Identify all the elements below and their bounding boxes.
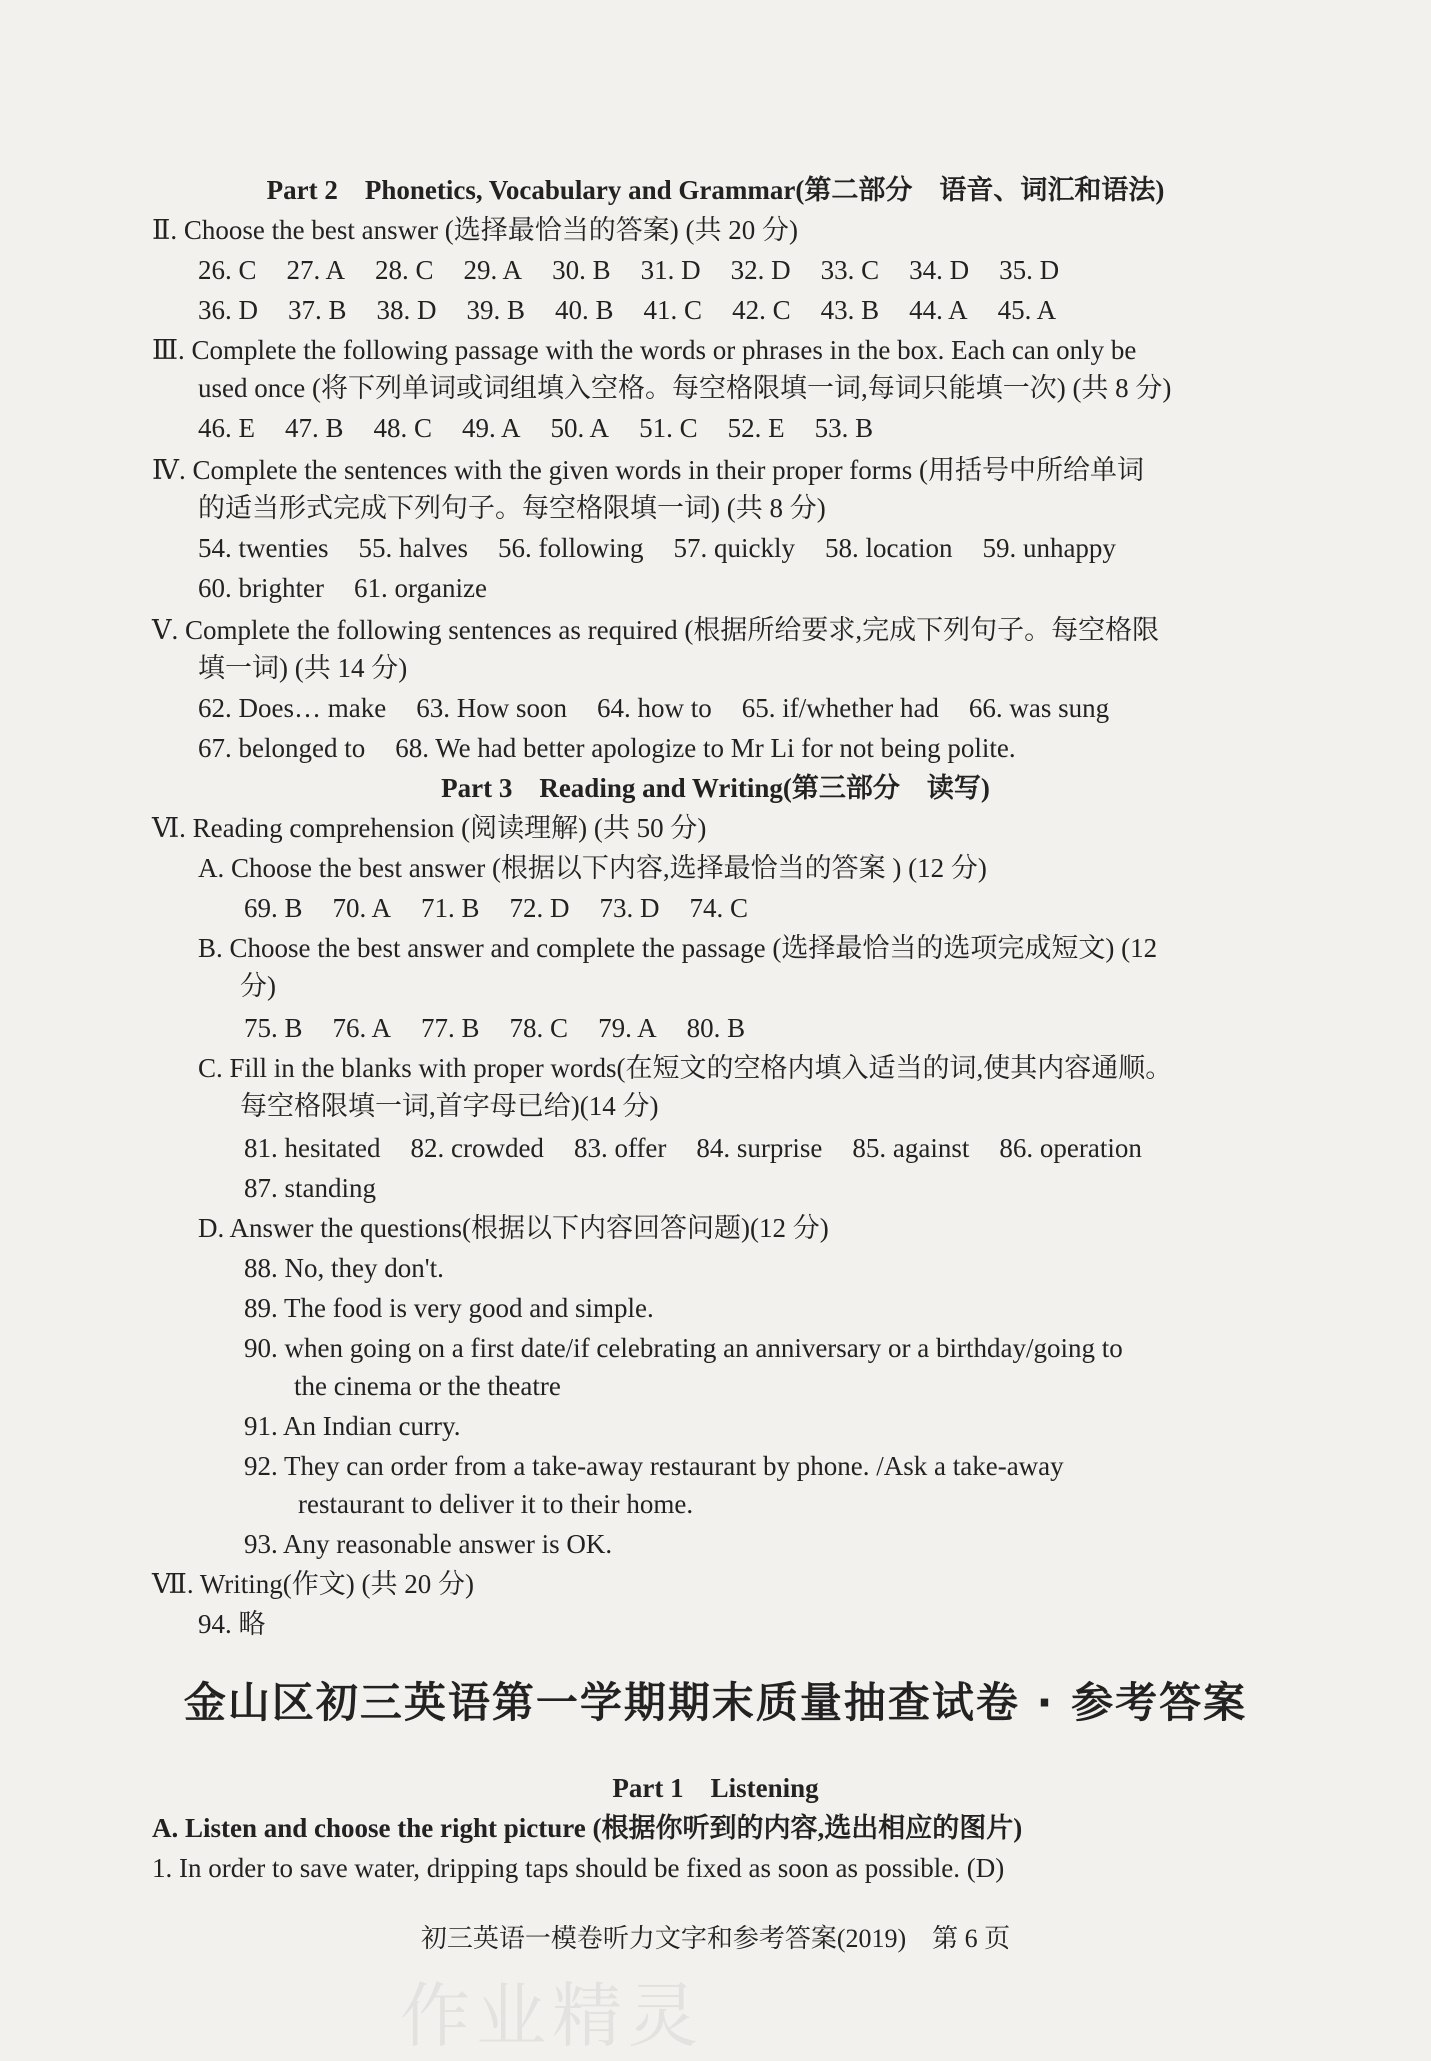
section-3-answers — [198, 410, 873, 446]
answer: 43. B — [820, 295, 880, 325]
answer: 80. B — [686, 1013, 746, 1043]
answer: 62. Does… make — [198, 693, 387, 723]
answer: 69. B — [244, 893, 303, 923]
answer: 72. D — [509, 893, 570, 923]
answer: 58. location — [824, 533, 953, 563]
answer: 84. surprise — [696, 1133, 823, 1163]
answer: 56. following — [497, 533, 644, 563]
answer: 66. was sung — [968, 693, 1110, 723]
answer: 36. D — [198, 295, 258, 325]
answer: 78. C — [509, 1013, 569, 1043]
answer: 75. B — [244, 1013, 303, 1043]
question-1: 1. In order to save water, dripping taps should be fixed as soon as possible. (D) — [152, 1853, 1005, 1883]
answer: 33. C — [820, 255, 880, 285]
section-2-answers-row1 — [198, 252, 1059, 288]
answer: 64. how to — [596, 693, 712, 723]
section-6-title: Ⅵ. Reading comprehension (阅读理解) (共 50 分) — [152, 813, 707, 843]
answer: 77. B — [421, 1013, 480, 1043]
answer: 31. D — [640, 255, 701, 285]
watermark: 作业精灵 — [400, 1975, 704, 2057]
section-5-answers-row2 — [198, 730, 1016, 766]
section-6b-title-line2: 分) — [240, 971, 276, 1001]
section-5-title-line1: Ⅴ. Complete the following sentences as required (根据所给要求,完成下列句子。每空格限 — [152, 615, 1160, 645]
part2-heading: Part 2 Phonetics, Vocabulary and Grammar(第二部分 语音、词汇和语法) — [266, 175, 1165, 205]
answer: 79. A — [598, 1013, 657, 1043]
answer-90-line2: the cinema or the theatre — [294, 1371, 561, 1401]
answer: 70. A — [332, 893, 392, 923]
answer: 83. offer — [573, 1133, 667, 1163]
part1-heading: Part 1 Listening — [612, 1773, 819, 1803]
answer: 85. against — [852, 1133, 970, 1163]
answer: 50. A — [550, 413, 610, 443]
answer: 34. D — [909, 255, 970, 285]
document-title: 金山区初三英语第一学期期末质量抽查试卷 · 参考答案 — [183, 1678, 1248, 1727]
answer: 49. A — [462, 413, 521, 443]
section-6a-answers — [244, 890, 748, 926]
page-footer: 初三英语一模卷听力文字和参考答案(2019) 第 6 页 — [420, 1924, 1011, 1953]
answer: 82. crowded — [410, 1133, 544, 1163]
section-3-title-line2: used once (将下列单词或词组填入空格。每空格限填一词,每词只能填一次) (共 8 分) — [198, 373, 1172, 403]
answer: 47. B — [285, 413, 344, 443]
answer: 26. C — [198, 255, 257, 285]
section-4-answers-row1 — [198, 530, 1116, 566]
answer: 55. halves — [358, 533, 468, 563]
section-3-title-line1: Ⅲ. Complete the following passage with the words or phrases in the box. Each can only be — [152, 335, 1137, 365]
answer: 29. A — [463, 255, 523, 285]
answer: 57. quickly — [673, 533, 795, 563]
answer: 68. We had better apologize to Mr Li for not being polite. — [395, 733, 1016, 763]
answer: 86. operation — [999, 1133, 1142, 1163]
answer-92-line1: 92. They can order from a take-away restaurant by phone. /Ask a take-away — [244, 1451, 1064, 1481]
answer: 71. B — [421, 893, 480, 923]
section-4-answers-row2 — [198, 570, 487, 606]
answer: 60. brighter — [198, 573, 324, 603]
answer-89: 89. The food is very good and simple. — [244, 1293, 654, 1323]
answer-91: 91. An Indian curry. — [244, 1411, 461, 1441]
answer: 73. D — [599, 893, 660, 923]
answer-88: 88. No, they don't. — [244, 1253, 444, 1283]
answer: 87. standing — [244, 1173, 376, 1203]
section-4-title-line1: Ⅳ. Complete the sentences with the given words in their proper forms (用括号中所给单词 — [152, 455, 1145, 485]
section-2-title: Ⅱ. Choose the best answer (选择最恰当的答案) (共 20 分) — [152, 215, 799, 245]
answer: 53. B — [814, 413, 874, 443]
answer-90-line1: 90. when going on a first date/if celebrating an anniversary or a birthday/going to — [244, 1333, 1123, 1363]
answer: 48. C — [373, 413, 433, 443]
section-7-title: Ⅶ. Writing(作文) (共 20 分) — [152, 1569, 474, 1599]
answer: 74. C — [689, 893, 749, 923]
answer: 41. C — [643, 295, 703, 325]
section-a-title: A. Listen and choose the right picture (根据你听到的内容,选出相应的图片) — [152, 1813, 1023, 1843]
answer: 45. A — [997, 295, 1057, 325]
section-5-answers-row1 — [198, 690, 1109, 726]
answer: 37. B — [288, 295, 347, 325]
section-6c-answers-row1 — [244, 1130, 1142, 1166]
answer: 61. organize — [353, 573, 487, 603]
answer: 46. E — [198, 413, 255, 443]
answer: 51. C — [639, 413, 698, 443]
section-2-answers-row2 — [198, 292, 1056, 328]
answer: 32. D — [730, 255, 791, 285]
answer: 44. A — [909, 295, 968, 325]
answer-94: 94. 略 — [198, 1609, 266, 1639]
answer: 63. How soon — [416, 693, 567, 723]
section-5-title-line2: 填一词) (共 14 分) — [198, 653, 408, 683]
answer-92-line2: restaurant to deliver it to their home. — [298, 1489, 694, 1519]
answer: 42. C — [732, 295, 791, 325]
part3-heading: Part 3 Reading and Writing(第三部分 读写) — [441, 773, 990, 803]
section-6c-answers-row2 — [244, 1170, 376, 1206]
answer: 39. B — [466, 295, 526, 325]
answer: 67. belonged to — [198, 733, 366, 763]
section-6c-title-line1: C. Fill in the blanks with proper words(在短文的空格内填入适当的词,使其内容通顺。 — [198, 1053, 1173, 1083]
answer: 30. B — [552, 255, 611, 285]
section-6b-answers — [244, 1010, 745, 1046]
answer: 27. A — [286, 255, 346, 285]
answer: 52. E — [727, 413, 785, 443]
answer: 40. B — [555, 295, 614, 325]
answer: 35. D — [999, 255, 1060, 285]
answer-93: 93. Any reasonable answer is OK. — [244, 1529, 613, 1559]
section-4-title-line2: 的适当形式完成下列句子。每空格限填一词) (共 8 分) — [198, 493, 826, 523]
section-6b-title-line1: B. Choose the best answer and complete the passage (选择最恰当的选项完成短文) (12 — [198, 933, 1158, 963]
answer: 54. twenties — [198, 533, 329, 563]
section-6c-title-line2: 每空格限填一词,首字母已给)(14 分) — [240, 1091, 659, 1121]
section-6d-title: D. Answer the questions(根据以下内容回答问题)(12 分) — [198, 1213, 829, 1243]
answer: 28. C — [375, 255, 434, 285]
answer: 81. hesitated — [244, 1133, 381, 1163]
section-6a-title: A. Choose the best answer (根据以下内容,选择最恰当的答案 ) (12 分) — [198, 853, 987, 883]
answer: 59. unhappy — [982, 533, 1116, 563]
answer: 38. D — [376, 295, 437, 325]
answer: 65. if/whether had — [741, 693, 939, 723]
answer: 76. A — [332, 1013, 392, 1043]
